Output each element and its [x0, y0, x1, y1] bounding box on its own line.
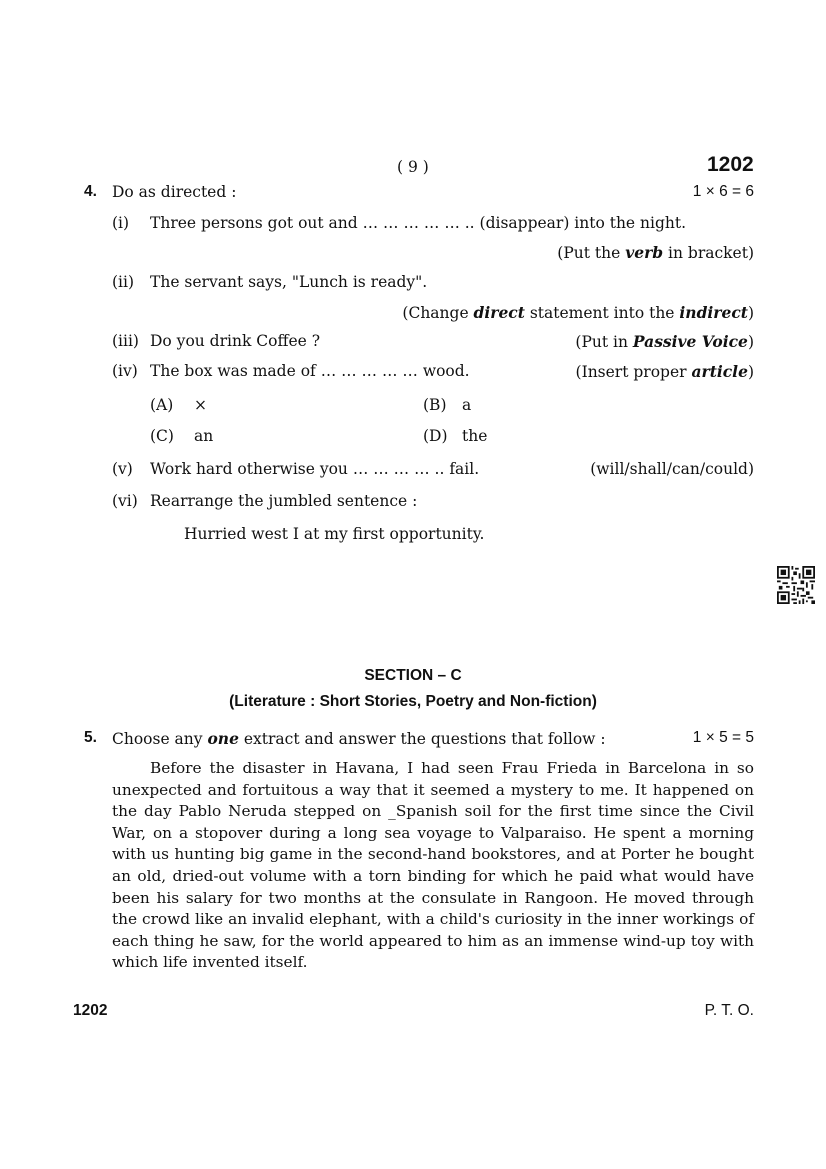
jumbled-sentence: Hurried west I at my first opportunity. [184, 525, 485, 543]
q4-ii-number: (ii) [112, 273, 135, 291]
q4-v-hint: (will/shall/can/could) [590, 460, 754, 478]
q4-ii-hint: (Change direct statement into the indirect) [402, 303, 754, 322]
option-c-value: an [194, 427, 214, 445]
option-d-label: (D) [423, 427, 448, 445]
extract-paragraph [112, 758, 754, 974]
q4-v-number: (v) [112, 460, 133, 478]
paper-code-footer: 1202 [73, 1002, 108, 1019]
q4-iii-number: (iii) [112, 332, 139, 350]
q5-number: 5. [84, 729, 97, 746]
section-title: SECTION – C [364, 667, 462, 684]
option-b-value: a [462, 396, 472, 414]
q4-number: 4. [84, 183, 97, 200]
q4-i-number: (i) [112, 214, 130, 232]
q4-v-text: Work hard otherwise you … … … … .. fail. [150, 460, 480, 478]
q4-instruction: Do as directed : [112, 183, 237, 201]
q4-i-text: Three persons got out and … … … … … .. (disappear) into the night. [150, 214, 687, 232]
qr-code-icon [777, 566, 815, 604]
q4-iv-hint: (Insert proper article) [575, 362, 754, 381]
q4-vi-text: Rearrange the jumbled sentence : [150, 492, 418, 510]
q4-iii-hint: (Put in Passive Voice) [575, 332, 754, 351]
pto-label: P. T. O. [704, 1002, 754, 1019]
q4-iii-text: Do you drink Coffee ? [150, 332, 321, 350]
q4-marks: 1 × 6 = 6 [692, 183, 754, 200]
page-number: ( 9 ) [397, 158, 429, 176]
option-d-value: the [462, 427, 488, 445]
option-c-label: (C) [150, 427, 174, 445]
q4-iv-number: (iv) [112, 362, 138, 380]
q4-ii-text: The servant says, "Lunch is ready". [150, 273, 428, 291]
extract-text: Before the disaster in Havana, I had seen Frau Frieda in Barcelona in so unexpected and fortuitous a way that it seemed a mystery to me. It happened on the day Pablo Neruda stepped on _Spanish soil for the first time since the Civil War, on a stopover during a long sea voyage to Valparaiso. He spent a morning with us hunting big game in the second-hand bookstores, and at Porter he bought an old, dried-out volume with a torn binding for which he paid what would have been his salary for two months at the consulate in Rangoon. He moved through the crowd like an invalid elephant, with a child's curiosity in the inner workings of each thing he saw, for the world appeared to him as an immense wind-up toy with which life invented itself. [112, 759, 754, 972]
q4-iv-text: The box was made of … … … … … wood. [150, 362, 470, 380]
option-a-label: (A) [150, 396, 174, 414]
q5-marks: 1 × 5 = 5 [692, 729, 754, 746]
option-b-label: (B) [423, 396, 447, 414]
paper-code-header: 1202 [707, 153, 754, 176]
option-a-value: × [194, 396, 207, 414]
q4-i-hint: (Put the verb in bracket) [557, 243, 754, 262]
q5-instruction: Choose any one extract and answer the questions that follow : [112, 729, 606, 748]
q4-vi-number: (vi) [112, 492, 138, 510]
section-subtitle: (Literature : Short Stories, Poetry and Non-fiction) [229, 693, 597, 710]
